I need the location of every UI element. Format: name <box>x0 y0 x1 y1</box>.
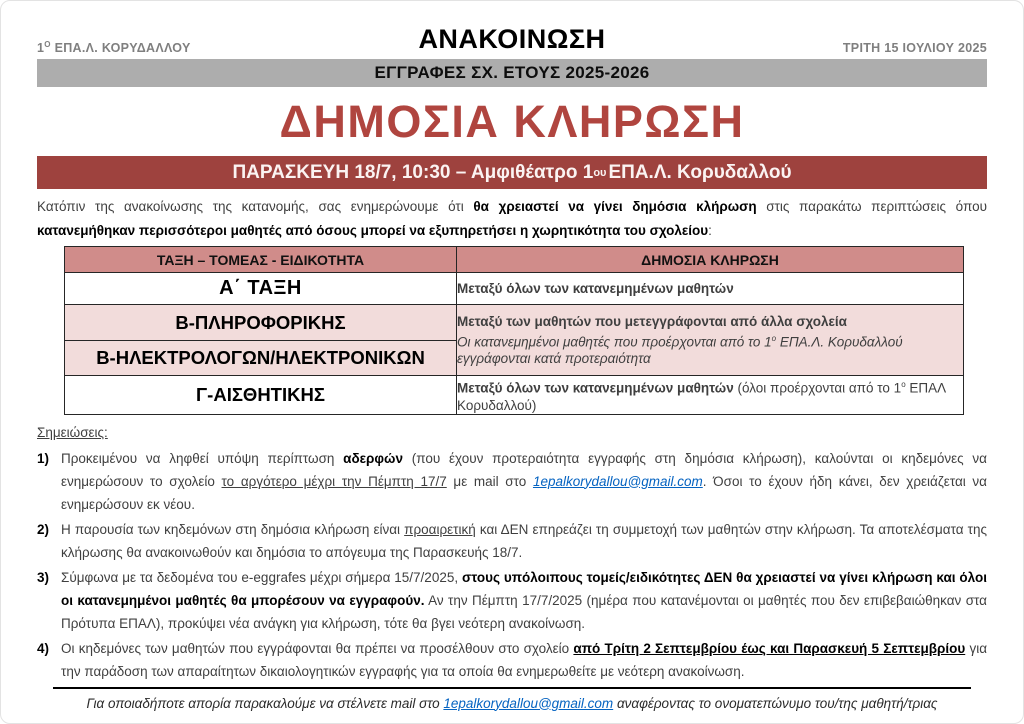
note-4-segment-2: για την παράδοση των απαραίτητων δικαιολογητικών εγγραφής για τα οποία θα ενημερωθείτε με νεότερη ανακοίνωση. <box>61 640 988 679</box>
class-b-electrical-cell: Β-ΗΛΕΚΤΡΟΛΟΓΩΝ/ΗΛΕΚΤΡΟΝΙΚΩΝ <box>65 341 457 376</box>
table-header-row <box>65 247 964 273</box>
note-2-underline-optional: προαιρετική <box>404 521 476 537</box>
footer-note <box>61 694 963 713</box>
note-3-text <box>61 566 987 635</box>
notes-heading: Σημειώσεις: <box>37 424 108 440</box>
column-header-lottery: ΔΗΜΟΣΙΑ ΚΛΗΡΩΣΗ <box>457 247 964 273</box>
note-1-underline-deadline: το αργότερο μέχρι την Πέμπτη 17/7 <box>221 473 447 489</box>
note-2-number: 2) <box>37 521 50 537</box>
footer-email-link[interactable]: 1epalkorydallou@gmail.com <box>443 695 614 711</box>
school-name-text: ΕΠΑ.Λ. ΚΟΡΥΔΑΛΛΟΥ <box>50 41 191 55</box>
footer-divider <box>53 687 971 689</box>
class-c-description-bold: Μεταξύ όλων των κατανεμημένων μαθητών <box>457 380 734 396</box>
intro-paragraph <box>37 195 987 243</box>
note-1-segment-3: με mail στο <box>446 473 533 489</box>
footer-text-2: αναφέροντας το ονοματεπώνυμο του/της μαθητή/τριας <box>613 695 938 711</box>
intro-bold-lottery: θα χρειαστεί να γίνει δημόσια κλήρωση <box>473 199 757 214</box>
class-c-description <box>457 376 964 415</box>
column-header-class: ΤΑΞΗ – ΤΟΜΕΑΣ - ΕΙΔΙΚΟΤΗΤΑ <box>65 247 457 273</box>
email-link[interactable]: 1epalkorydallou@gmail.com <box>532 473 703 489</box>
class-b-merged-description <box>457 305 964 376</box>
note-4-bold-underline-dates: από Τρίτη 2 Σεπτεμβρίου έως και Παρασκευή 5 Σεπτεμβρίου <box>573 640 966 656</box>
document-header <box>1 1 1023 55</box>
note-4-number: 4) <box>37 640 50 656</box>
class-b-description-italic: Οι κατανεμημένοι μαθητές που προέρχονται από το 1 <box>457 334 772 350</box>
note-1-number: 1) <box>37 450 50 466</box>
class-a-cell: Α΄ ΤΑΞΗ <box>65 273 457 305</box>
note-2-segment: Η παρουσία των κηδεμόνων στη δημόσια κλήρωση είναι <box>61 521 405 537</box>
note-1-segment-4: . Όσοι το έχουν ήδη κάνει, δεν χρειάζεται να ενημερώσουν εκ νέου. <box>61 473 987 512</box>
header-date: ΤΡΙΤΗ 15 ΙΟΥΛΙΟΥ 2025 <box>842 41 987 55</box>
event-banner-location: ΕΠΑ.Λ. Κορυδαλλού <box>608 161 792 183</box>
school-number-superscript: Ο <box>44 39 51 49</box>
notes-section <box>37 424 987 683</box>
table-row <box>65 305 964 341</box>
note-1-text <box>61 447 987 516</box>
note-1 <box>37 447 987 516</box>
class-b-description-bold: Μεταξύ των μαθητών που μετεγγράφονται από άλλα σχολεία <box>457 313 847 329</box>
class-a-description <box>457 273 964 305</box>
class-c-aesthetics-cell: Γ-ΑΙΣΘΗΤΙΚΗΣ <box>65 376 457 415</box>
class-c-description-text-2: ΕΠΑΛ Κορυδαλλού) <box>457 380 946 413</box>
note-3-segment-2: Αν την Πέμπτη 17/7/2025 (ημέρα που κατανέμονται οι μαθητές που δεν επιβεβαιώθηκαν στα Πρότυπα ΕΠΑΛ), προκύψει νέα ανάγκη για κλήρωση, τότε θα βγει νεότερη ανακοίνωση. <box>61 592 987 631</box>
intro-text-2: στις παρακάτω περιπτώσεις όπου <box>756 199 988 214</box>
note-1-segment-2: (που έχουν προτεραιότητα εγγραφής στη δημόσια κλήρωση), καλούνται οι κηδεμόνες να ενημερώσουν το σχολείο <box>61 450 987 489</box>
event-banner-text: ΠΑΡΑΣΚΕΥΗ 18/7, 10:30 – Αμφιθέατρο 1 <box>232 161 594 183</box>
school-name <box>37 40 418 55</box>
class-b-informatics-cell: Β-ΠΛΗΡΟΦΟΡΙΚΗΣ <box>65 305 457 341</box>
note-2 <box>37 518 987 564</box>
note-4-segment: Οι κηδεμόνες των μαθητών που εγγράφονται θα πρέπει να προσέλθουν στο σχολείο <box>61 640 574 656</box>
table-row <box>65 376 964 415</box>
note-2-text <box>61 518 987 564</box>
event-banner-superscript: ου <box>593 166 607 179</box>
note-1-segment: Προκειμένου να ληφθεί υπόψη περίπτωση <box>61 450 344 466</box>
note-3 <box>37 566 987 635</box>
registrations-year-banner: ΕΓΓΡΑΦΕΣ ΣΧ. ΕΤΟΥΣ 2025-2026 <box>37 59 987 87</box>
class-b-description-superscript: ο <box>771 333 777 343</box>
footer-text: Για οποιαδήποτε απορία παρακαλούμε να στέλνετε mail στο <box>86 695 444 711</box>
announcement-title: ΑΝΑΚΟΙΝΩΣΗ <box>418 24 606 54</box>
class-c-description-text: (όλοι προέρχονται από το 1 <box>733 380 902 396</box>
school-number: 1 <box>37 41 45 55</box>
table-row <box>65 273 964 305</box>
class-c-description-superscript: ο <box>901 380 906 389</box>
note-3-bold-no-lottery: στους υπόλοιπους τομείς/ειδικότητες ΔΕΝ θα χρειαστεί να γίνει κλήρωση και όλοι οι κατανεμημένοι μαθητές θα μπορέσουν να εγγραφούν. <box>61 569 987 608</box>
note-1-bold-siblings: αδερφών <box>343 450 403 466</box>
class-b-description-italic-2: ΕΠΑ.Λ. Κορυδαλλού εγγράφονται κατά προτεραιότητα <box>457 334 903 367</box>
intro-text: Κατόπιν της ανακοίνωσης της κατανομής, σας ενημερώνουμε ότι <box>37 199 474 214</box>
note-4-text <box>61 637 987 683</box>
intro-colon: : <box>708 223 712 238</box>
note-2-segment-2: και ΔΕΝ επηρεάζει τη συμμετοχή των μαθητών στην κλήρωση. Τα αποτελέσματα της κλήρωσης θα ανακοινωθούν και δημόσια το απόγευμα της Παρασκευής 18/7. <box>61 521 987 560</box>
page-title: ΔΗΜΟΣΙΑ ΚΛΗΡΩΣΗ <box>279 96 745 147</box>
lottery-table <box>64 246 964 415</box>
event-banner <box>37 156 987 189</box>
note-3-number: 3) <box>37 569 50 585</box>
class-a-description-bold: Μεταξύ όλων των κατανεμημένων μαθητών <box>457 281 734 296</box>
note-4 <box>37 637 987 683</box>
intro-bold-capacity: κατανεμήθηκαν περισσότεροι μαθητές από όσους μπορεί να εξυπηρετήσει η χωρητικότητα του σχολείου <box>37 223 709 238</box>
note-3-segment: Σύμφωνα με τα δεδομένα του e-eggrafes μέχρι σήμερα 15/7/2025, <box>61 569 462 585</box>
